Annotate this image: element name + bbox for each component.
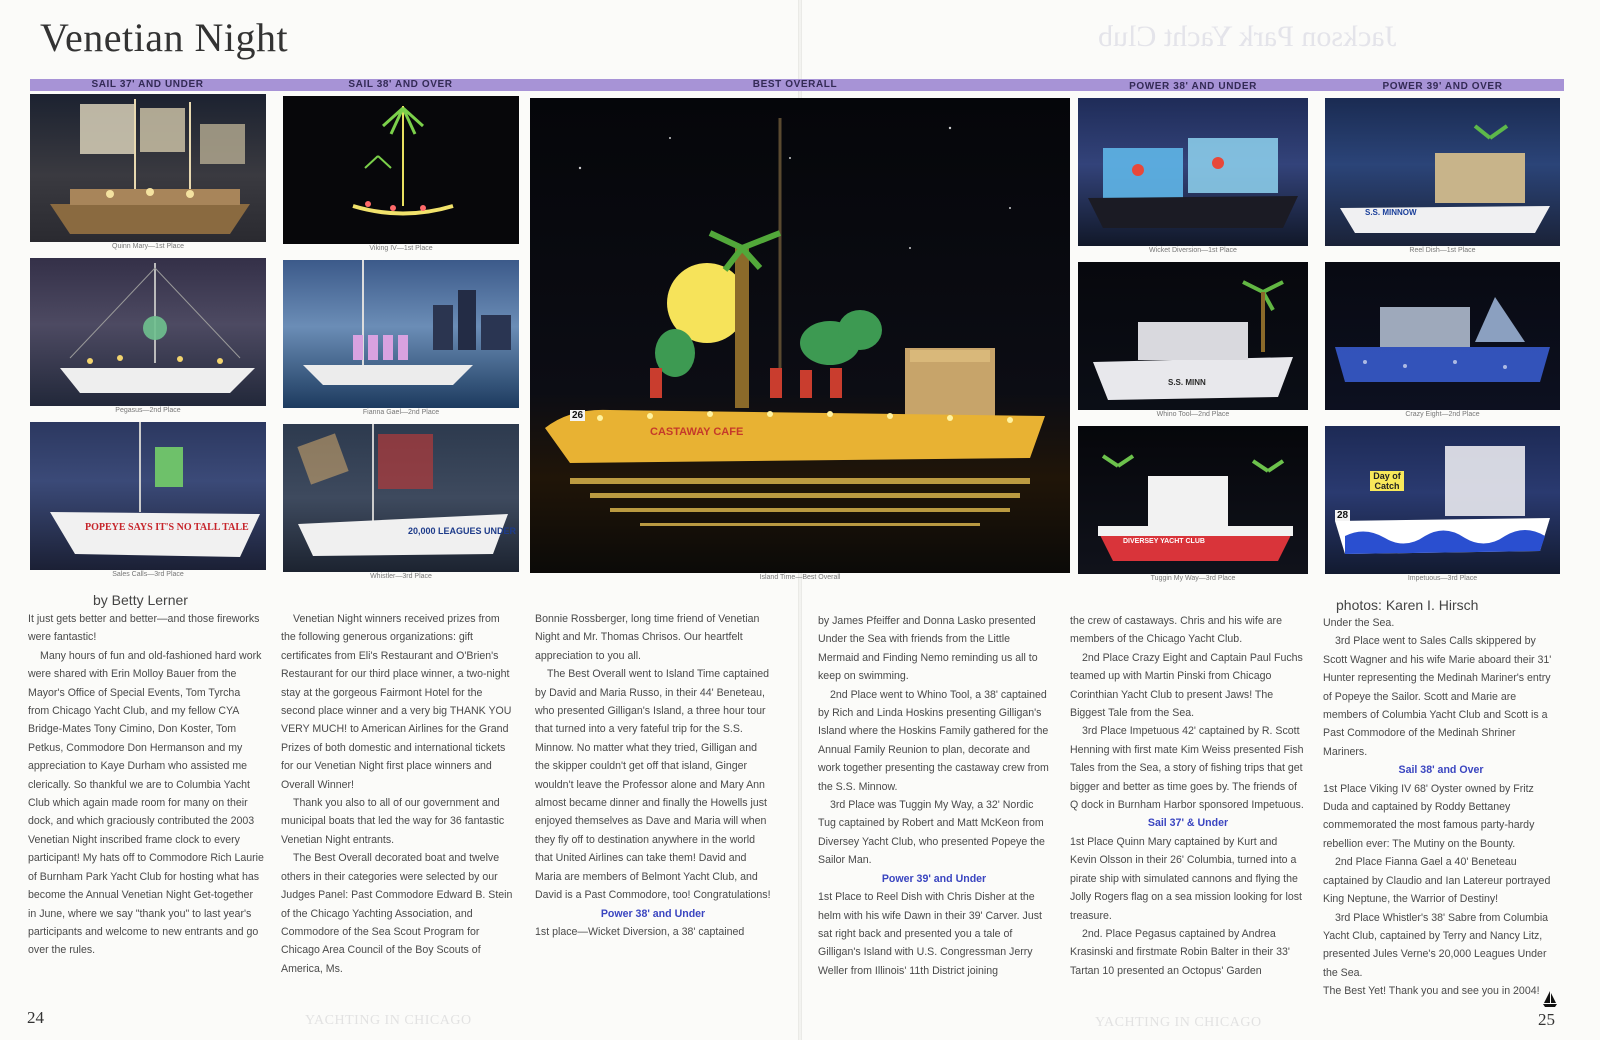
paragraph: 3rd Place was Tuggin My Way, a 32' Nordic Tug captained by Robert and Matt McKeon from Diversey Yacht Club, who presented Popeye the Sailor Man. bbox=[818, 799, 1045, 867]
category-power-38-under: POWER 38' AND UNDER bbox=[1129, 81, 1257, 92]
caption-reel-dish: Reel Dish—1st Place bbox=[1409, 247, 1476, 254]
subheading: Power 38' and Under bbox=[600, 907, 706, 920]
photo-reel-dish bbox=[1325, 98, 1560, 246]
leagues-banner: 20,000 LEAGUES UNDER bbox=[408, 526, 517, 536]
caption-crazy-eight: Crazy Eight—2nd Place bbox=[1405, 411, 1480, 418]
photo-quinn-mary bbox=[30, 94, 266, 242]
paragraph: 2nd. Place Pegasus captained by Andrea Krasinski and firstmate Robin Balter in their 33' Tartan 10 presented an Octopus' Garden bbox=[1070, 927, 1290, 977]
text-column-2 bbox=[281, 610, 517, 978]
caption-wicket-diversion: Wicket Diversion—1st Place bbox=[1149, 247, 1237, 254]
photo-wicket-diversion bbox=[1078, 98, 1308, 246]
paragraph: 2nd Place Crazy Eight and Captain Paul Fuchs teamed up with Martin Pinski from Chicago Corinthian Yacht Club to present Jaws! The Biggest Tale from the Sea. bbox=[1070, 651, 1303, 720]
photo-tuggin-my-way bbox=[1078, 426, 1308, 574]
paragraph: 3rd Place went to Sales Calls skippered by Scott Wagner and his wife Marie aboard their 31' Hunter representing the Medinah Mariner's entry of Popeye the Sailor. Scott and Marie are members of Columbia Yacht Club and Scott is a Past Commodore of the Medinah Shriner Mariners. bbox=[1323, 635, 1552, 758]
category-sail-38-over: SAIL 38' AND OVER bbox=[348, 79, 453, 90]
text-column-1 bbox=[28, 610, 264, 960]
dyc-sign: DIVERSEY YACHT CLUB bbox=[1123, 538, 1205, 545]
caption-whino-tool: Whino Tool—2nd Place bbox=[1156, 411, 1230, 418]
subheading: Sail 37' & Under bbox=[1147, 817, 1229, 830]
caption-quinn-mary: Quinn Mary—1st Place bbox=[112, 243, 184, 250]
text-column-4 bbox=[818, 612, 1050, 980]
caption-sales-calls: Sales Calls—3rd Place bbox=[112, 571, 184, 578]
sailboat-icon bbox=[1541, 990, 1559, 1008]
paragraph: 1st Place Quinn Mary captained by Kurt and Kevin Olsson in their 26' Columbia, turned into a pirate ship with simulated cannons and flying the Jolly Rogers flag on a sea mission looking for lost treasure. bbox=[1070, 835, 1302, 922]
day-of-catch-sign: Day of Catch bbox=[1370, 471, 1404, 491]
castaway-cafe-sign: CASTAWAY CAFE bbox=[650, 426, 744, 438]
paragraph: The Best Overall decorated boat and twelve others in their categories were selected by our Judges Panel: Past Commodore Edward B. Stein of the Chicago Yachting Association, and Commodore of the Sea Scout Program for Chicago Area Council of the Boy Scouts of America, Ms. bbox=[281, 852, 513, 975]
paragraph: 3rd Place Whistler's 38' Sabre from Columbia Yacht Club, captained by Terry and Nancy Litz, presented Jules Verne's 20,000 Leagues Under the Sea. bbox=[1323, 911, 1549, 979]
caption-viking-iv: Viking IV—1st Place bbox=[369, 245, 433, 252]
photo-pegasus bbox=[30, 258, 266, 406]
page-number-left: 24 bbox=[27, 1008, 44, 1027]
category-sail-37-under: SAIL 37' AND UNDER bbox=[91, 79, 204, 90]
photo-viking-iv bbox=[283, 96, 519, 244]
caption-tuggin-my-way: Tuggin My Way—3rd Place bbox=[1150, 575, 1236, 582]
paragraph: Under the Sea. bbox=[1323, 617, 1395, 629]
photo-island-time bbox=[530, 98, 1070, 573]
minnow-sign: S.S. MINNOW bbox=[1365, 208, 1417, 217]
pirate-ship-graphic bbox=[30, 94, 266, 242]
paragraph: It just gets better and better—and those fireworks were fantastic! bbox=[28, 613, 260, 644]
show-through-title: Jackson Park Yacht Club bbox=[1098, 20, 1397, 53]
paragraph: The Best Overall went to Island Time captained by David and Maria Russo, in their 44' Beneteau, who presented Gilligan's Island, a three hour tour that turned into a very fateful trip for the S.S. Minnow. No matter what they tried, Gilligan and the skipper couldn't get off that island, Ginger wouldn't leave the Professor alone and Mary Ann almost became dinner and finally the Howells just enjoyed themselves as Dave and Maria will when they fly off to destination anywhere in the world that United Airlines can take them! David and Maria are members of Belmont Yacht Club, and David is a Past Commodore, too! Congratulations! bbox=[535, 668, 771, 902]
boat-number-26: 26 bbox=[572, 410, 584, 421]
paragraph: 1st Place to Reel Dish with Chris Disher at the helm with his wife Dawn in their 39' Carver. Just sat right back and presented you a tale of Gilligan's Island with U.S. Congressman Jerry Weller from Illinois' 11th District joining bbox=[818, 891, 1042, 977]
boat-number-28: 28 bbox=[1337, 510, 1349, 521]
footer-left: YACHTING IN CHICAGO bbox=[305, 1013, 472, 1028]
text-column-5 bbox=[1070, 612, 1306, 980]
photo-whistler bbox=[283, 424, 519, 572]
paragraph: by James Pfeiffer and Donna Lasko presented Under the Sea with friends from the Little Mermaid and Finding Nemo reminding us all to keep on swimming. bbox=[818, 615, 1038, 683]
article-title: Venetian Night bbox=[40, 15, 289, 60]
paragraph: 1st Place Viking IV 68' Oyster owned by Fritz Duda and captained by Roddy Bettaney commemorated the most famous party-hardy rebellion ever: The Mutiny on the Bounty. bbox=[1323, 782, 1535, 850]
caption-island-time: Island Time—Best Overall bbox=[759, 574, 841, 581]
subheading: Power 39' and Under bbox=[881, 872, 987, 885]
paragraph: Bonnie Rossberger, long time friend of Venetian Night and Mr. Thomas Chrisos. Our heartfelt appreciation to you all. bbox=[535, 613, 760, 662]
paragraph: Many hours of fun and old-fashioned hard work were shared with Erin Molloy Bauer from the Mayor's Office of Special Events, Tom Tyrcha from Chicago Yacht Club, and my fellow CYA Bridge-Mates Tony Cimino, Don Koster, Tom Petkus, Commodore Don Hermanson and my appreciation to Kaye Durham who assisted me clerically. So thankful we are to Columbia Yacht Club which again made room for many on their dock, and which graciously contributed the 2003 Venetian Night inscribed frame clock to every participant! My hats off to Commodore Rich Laurie of Burnham Park Yacht Club for hosting what has become the Annual Venetian Night Get-together in June, where we say "thank you" to last year's participants and welcome to new entrants and go over the rules. bbox=[28, 649, 264, 957]
photo-fianna-gael bbox=[283, 260, 519, 408]
popeye-banner: POPEYE SAYS IT'S NO TALL TALE bbox=[85, 522, 249, 533]
text-column-6 bbox=[1323, 614, 1559, 1001]
paragraph: Thank you also to all of our government and municipal boats that led the way for 36 fantastic Venetian Night entrants. bbox=[281, 797, 505, 846]
paragraph: the crew of castaways. Chris and his wife are members of the Chicago Yacht Club. bbox=[1070, 615, 1282, 646]
category-best-overall: BEST OVERALL bbox=[752, 79, 838, 90]
caption-fianna-gael: Fianna Gael—2nd Place bbox=[362, 409, 440, 416]
caption-impetuous: Impetuous—3rd Place bbox=[1407, 575, 1478, 582]
paragraph: 3rd Place Impetuous 42' captained by R. Scott Henning with first mate Kim Weiss presented Fish Tales from the Sea, a story of fishing trips that get bigger and better as time goes by. The friends of Q dock in Burnham Harbor sponsored Impetuous. bbox=[1070, 725, 1304, 812]
subheading: Sail 38' and Over bbox=[1398, 764, 1484, 777]
photo-sales-calls bbox=[30, 422, 266, 570]
photo-crazy-eight bbox=[1325, 262, 1560, 410]
ss-minn-sign: S.S. MINN bbox=[1168, 378, 1206, 387]
footer-right: YACHTING IN CHICAGO bbox=[1095, 1015, 1262, 1030]
text-column-3 bbox=[535, 610, 771, 941]
photo-whino-tool bbox=[1078, 262, 1308, 410]
caption-pegasus: Pegasus—2nd Place bbox=[115, 407, 181, 414]
paragraph: 1st place—Wicket Diversion, a 38' captained bbox=[535, 925, 745, 938]
photo-impetuous bbox=[1325, 426, 1560, 574]
paragraph: Venetian Night winners received prizes from the following generous organizations: gift certificates from Eli's Restaurant and O'Brien's Restaurant for our third place winner, a two-night stay at the gorgeous Fairmont Hotel for the second place winner and a very big THANK YOU VERY MUCH! to American Airlines for the Grand Prizes of both domestic and international tickets for our Venetian Night first place winners and Overall Winner! bbox=[281, 613, 512, 791]
paragraph: 2nd Place Fianna Gael a 40' Beneteau captained by Claudio and Ian Latereur portrayed King Neptune, the Warrior of Destiny! bbox=[1323, 856, 1551, 906]
closing-line: The Best Yet! Thank you and see you in 2004! bbox=[1323, 985, 1540, 998]
page-number-right: 25 bbox=[1538, 1010, 1555, 1029]
paragraph: 2nd Place went to Whino Tool, a 38' captained by Rich and Linda Hoskins presenting Gilligan's Island where the Hoskins Family gathered for the Annual Family Reunion to plan, decorate and work together presenting the castaway crew from the S.S. Minnow. bbox=[818, 688, 1049, 793]
byline: by Betty Lerner bbox=[93, 592, 188, 608]
category-power-39-over: POWER 39' AND OVER bbox=[1382, 81, 1503, 92]
photo-credit: photos: Karen I. Hirsch bbox=[1336, 597, 1479, 613]
caption-whistler: Whistler—3rd Place bbox=[370, 573, 432, 580]
